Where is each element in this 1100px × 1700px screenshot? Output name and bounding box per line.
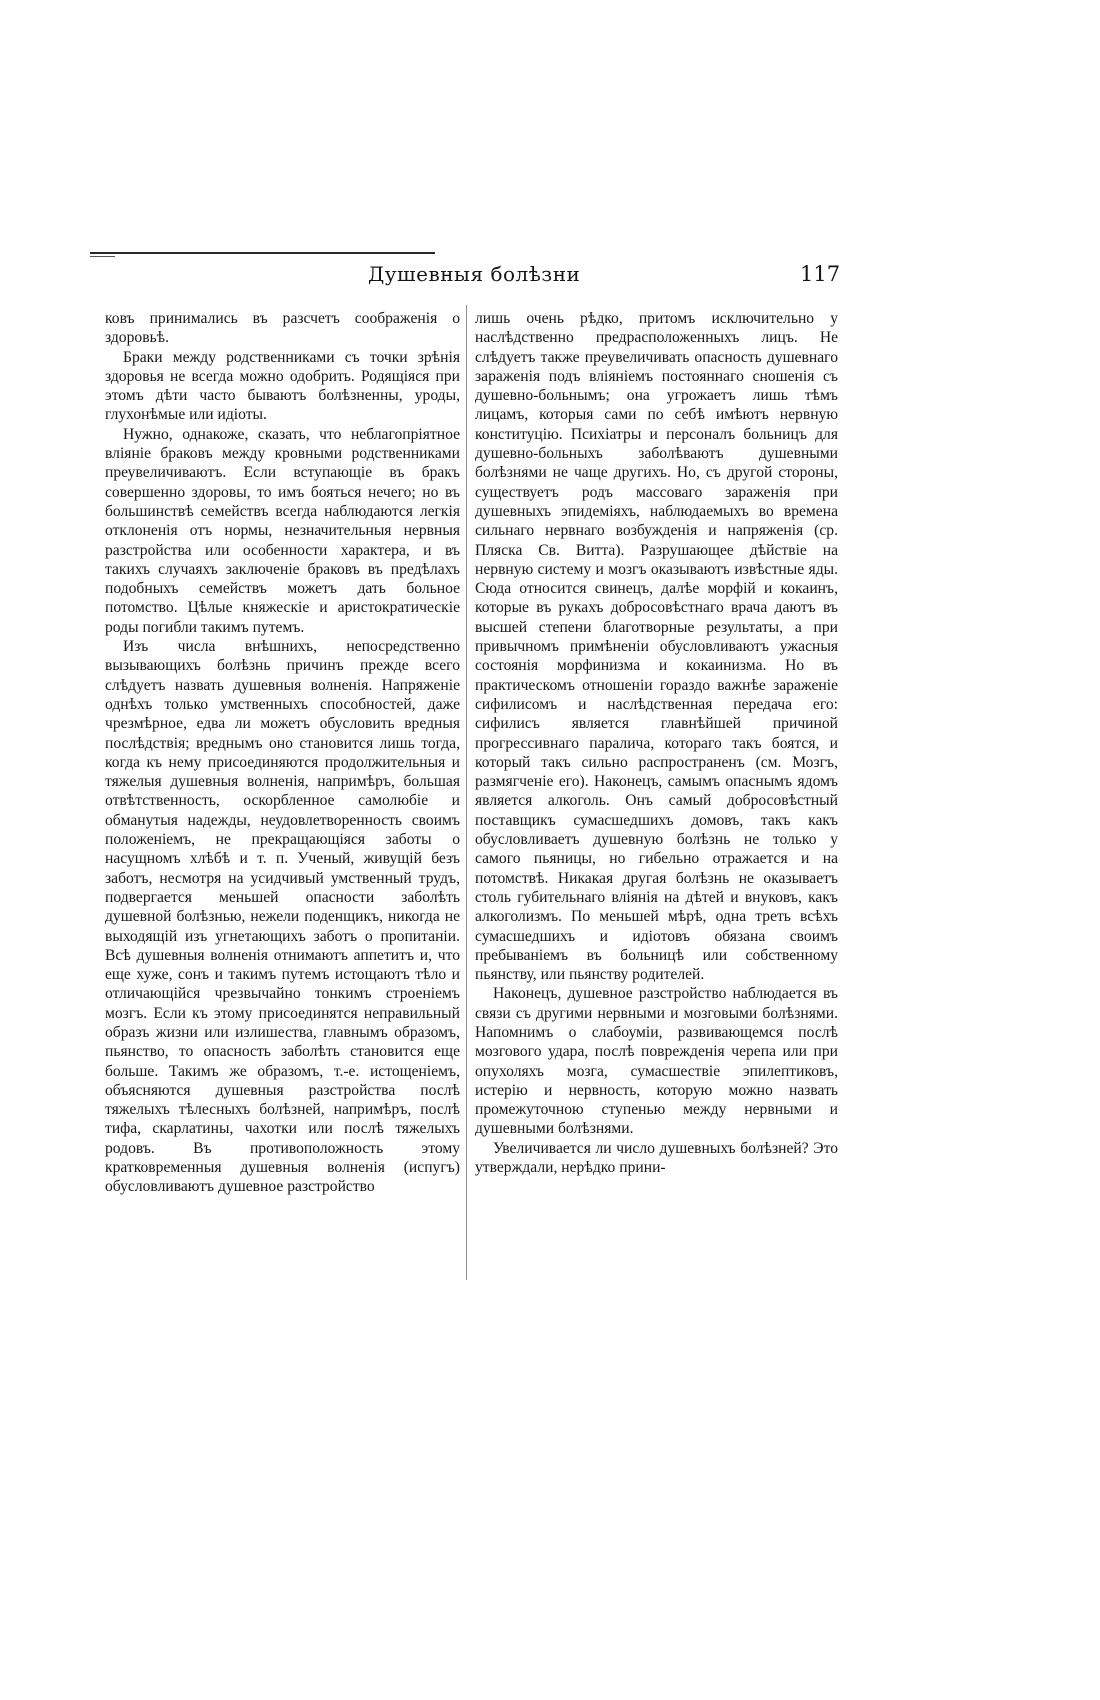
paragraph: Изъ числа внѣшнихъ, непосредственно вызывающихъ болѣзнь причинъ прежде всего слѣдуетъ назвать душевныя волненія. Напряженіе однѣхъ только умственныхъ способностей, даже чрезмѣрное, едва ли можетъ обусловить вредныя послѣдствія; вреднымъ оно становится лишь тогда, когда къ нему присоединяются продолжительныя и тяжелыя душевныя волненія, напримѣръ, большая отвѣтственность, оскорбленное самолюбіе и обманутыя надежды, неудовлетворенность своимъ положеніемъ, не прекращающіяся заботы о насущномъ хлѣбѣ и т. п. Ученый, живущій безъ заботъ, несмотря на усидчивый умственный трудъ, подвергается меньшей опасности заболѣть душевной болѣзнью, нежели поденщикъ, никогда не выходящій изъ угнетающихъ заботъ о пропитаніи. Всѣ душевныя волненія отнимаютъ аппетитъ и, что еще хуже, сонъ и такимъ путемъ истощаютъ тѣло и отличающійся чрезвычайно тонкимъ строеніемъ мозгъ. Если къ этому присоединятся неправильный образъ жизни или излишества, главнымъ образомъ, пьянство, то опасность заболѣть становится еще больше. Такимъ же образомъ, т.-е. истощеніемъ, объясняются душевныя разстройства послѣ тяжелыхъ тѣлесныхъ болѣзней, напримѣръ, послѣ тифа, скарлатины, чахотки или послѣ тяжелыхъ родовъ. Въ противоположность этому кратковременныя душевныя волненія (испугъ) обусловливаютъ душевное разстройство [105, 638, 460, 1196]
paragraph: Браки между родственниками съ точки зрѣнія здоровья не всегда можно одобрить. Родящіяся при этомъ дѣти часто бываютъ болѣзненны, уроды, глухонѣмые или идіоты. [105, 348, 460, 424]
paragraph: Наконецъ, душевное разстройство наблюдается въ связи съ другими нервными и мозговыми болѣзнями. Напомнимъ о слабоуміи, развивающемся послѣ мозгового удара, послѣ поврежденія черепа или при опухоляхъ мозга, сумасшествіе эпилептиковъ, истерію и нервность, которую можно назвать промежуточною ступенью между нервными и душевными болѣзнями. [475, 985, 838, 1138]
top-rule [90, 252, 435, 254]
column-divider [466, 305, 467, 1280]
left-column [105, 309, 460, 1197]
running-title: Душевныя болѣзни [368, 262, 581, 286]
paragraph: лишь очень рѣдко, притомъ исключительно у наслѣдственно предрасположенныхъ лицъ. Не слѣдуетъ также преувеличивать опасность душевнаго зараженія подъ вліяніемъ постояннаго сношенія съ душевно-больнымъ; она угрожаетъ лишь тѣмъ лицамъ, которыя сами по себѣ имѣютъ нервную конституцію. Психіатры и персоналъ больницъ для душевно-больныхъ заболѣваютъ душевными болѣзнями не чаще другихъ. Но, съ другой стороны, существуетъ родъ массоваго зараженія при душевныхъ эпидеміяхъ, наблюдаемыхъ во времена сильнаго нервнаго возбужденія и напряженія (ср. Пляска Св. Витта). Разрушающее дѣйствіе на нервную систему и мозгъ оказываютъ извѣстные яды. Сюда относится свинецъ, далѣе морфій и кокаинъ, которые въ рукахъ добросовѣстнаго врача даютъ въ высшей степени благотворные результаты, а при привычномъ примѣненіи обусловливаютъ ужасныя состоянія морфинизма и кокаинизма. Но въ практическомъ отношеніи гораздо важнѣе зараженіе сифилисомъ и наслѣдственная передача его: сифилисъ является главнѣйшей причиной прогрессивнаго паралича, котораго такъ боятся, и который такъ сильно распространенъ (см. Мозгъ, размягченіе его). Наконецъ, самымъ опаснымъ ядомъ является алкоголь. Онъ самый добросовѣстный поставщикъ сумасшедшихъ домовъ, такъ какъ обусловливаетъ душевную болѣзнь не только у самого пьяницы, но гибельно отражается и на потомствѣ. Никакая другая болѣзнь не оказываетъ столь губительнаго вліянія на дѣтей и внуковъ, какъ алкоголизмъ. По меньшей мѣрѣ, одна треть всѣхъ сумасшедшихъ и идіотовъ обязана своимъ пребываніемъ въ больницѣ или собственному пьянству, или пьянству родителей. [475, 310, 838, 984]
top-rule-tick [90, 256, 115, 257]
paragraph: Увеличивается ли число душевныхъ болѣзней? Это утверждали, нерѣдко прини- [475, 1139, 838, 1177]
page-number: 117 [800, 262, 841, 286]
right-column [475, 309, 838, 1177]
paragraph: Нужно, однакоже, сказать, что неблагопріятное вліяніе браковъ между кровными родственниками преувеличиваютъ. Если вступающіе въ бракъ совершенно здоровы, то имъ бояться нечего; но въ большинствѣ семействъ всегда наблюдаются легкія отклоненія отъ нормы, незначительныя нервныя разстройства или особенности характера, и въ такихъ случаяхъ заключеніе браковъ въ предѣлахъ подобныхъ семействъ можетъ дать больное потомство. Цѣлые княжескіе и аристократическіе роды погибли такимъ путемъ. [105, 425, 460, 636]
paragraph: ковъ принимались въ разсчетъ соображенія о здоровьѣ. [105, 310, 460, 347]
